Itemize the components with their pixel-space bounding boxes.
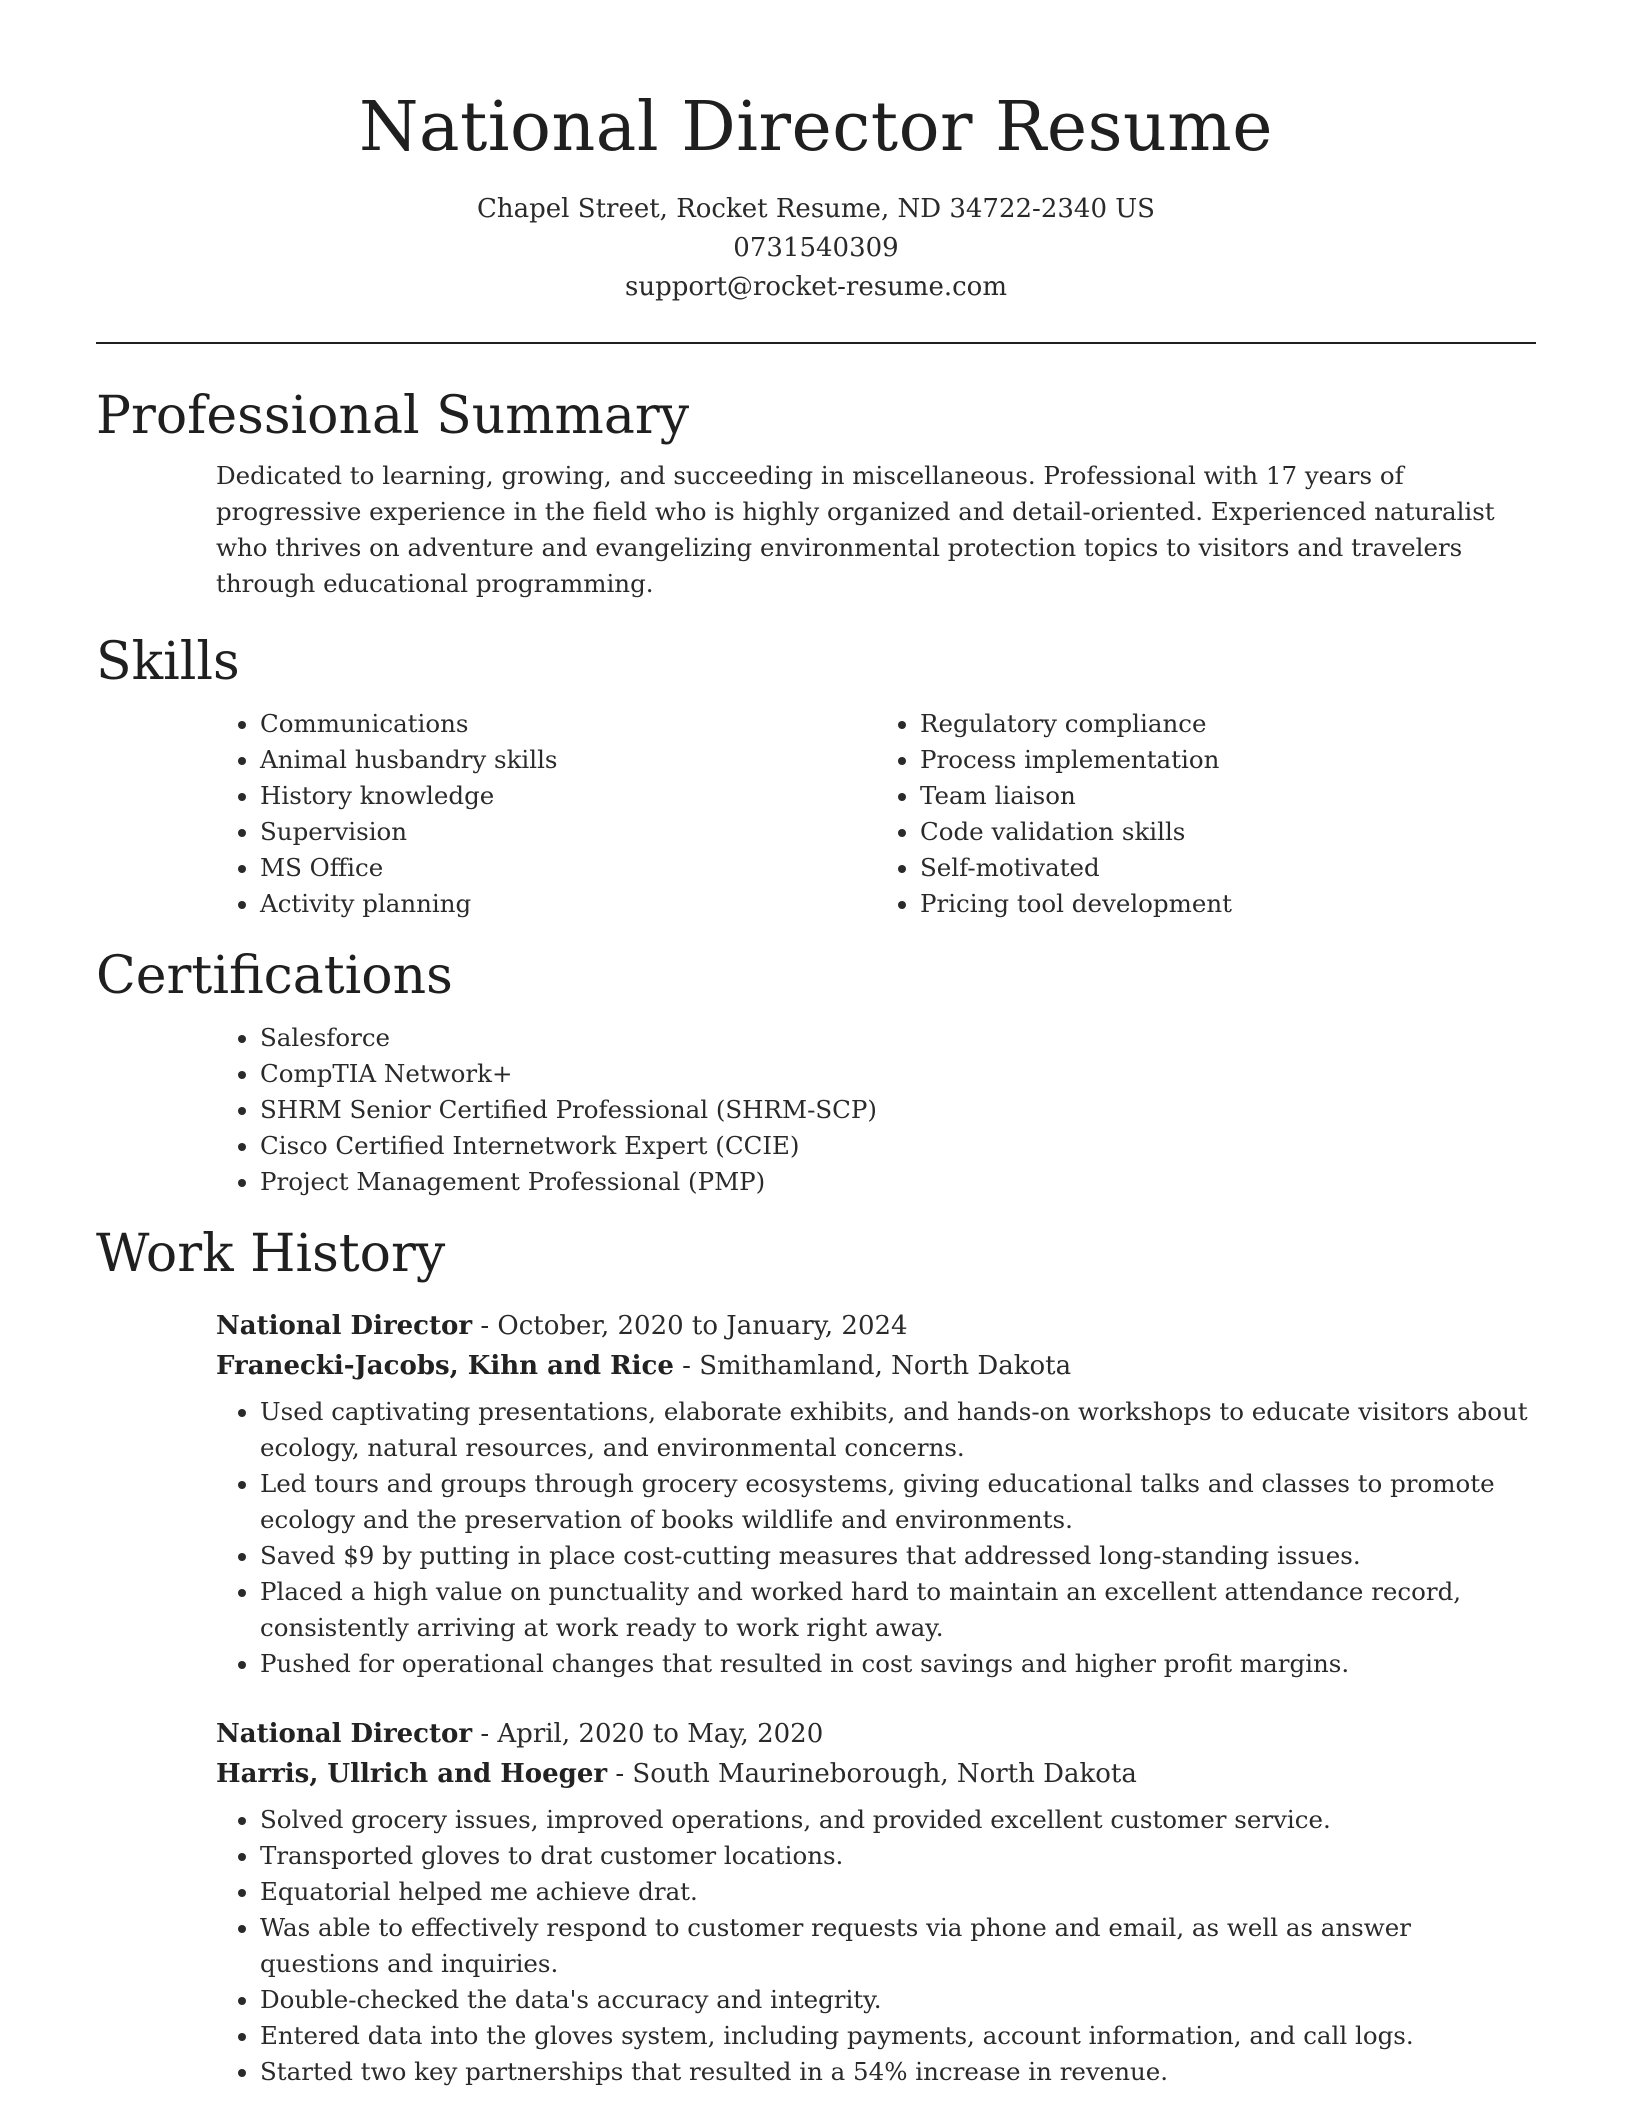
job-title-line	[216, 1306, 1536, 1346]
header-divider	[96, 342, 1536, 344]
contact-address: Chapel Street, Rocket Resume, ND 34722-2340 US	[477, 194, 1155, 224]
resume-page	[96, 0, 1536, 2090]
job-bullet: • Transported gloves to drat customer locations.	[260, 1838, 1536, 1874]
job-bullet: • Used captivating presentations, elaborate exhibits, and hands-on workshops to educate visitors about ecology, natural resources, and environmental concerns.	[260, 1394, 1536, 1466]
summary-heading: Professional Summary	[96, 386, 690, 446]
skills-list-right	[876, 706, 1536, 922]
job-company: Franecki-Jacobs, Kihn and Rice	[216, 1351, 674, 1381]
skill-item: • MS Office	[260, 850, 876, 886]
job-location: - Smithamland, North Dakota	[673, 1351, 1072, 1381]
skill-item: • Regulatory compliance	[920, 706, 1536, 742]
job-bullet: • Started two key partnerships that resulted in a 54% increase in revenue.	[260, 2054, 1536, 2090]
skill-item: • History knowledge	[260, 778, 876, 814]
job-bullet: • Saved $9 by putting in place cost-cutting measures that addressed long-standing issues.	[260, 1538, 1536, 1574]
job-bullet: • Placed a high value on punctuality and worked hard to maintain an excellent attendance record, consistently arriving at work ready to work right away.	[260, 1574, 1536, 1646]
certifications-list	[216, 1020, 1536, 1200]
job-bullet: • Was able to effectively respond to customer requests via phone and email, as well as answer questions and inquiries.	[260, 1910, 1536, 1982]
certification-item: • Salesforce	[260, 1020, 1536, 1056]
skill-item: • Code validation skills	[920, 814, 1536, 850]
job-bullets	[216, 1802, 1536, 2090]
work-history-heading: Work History	[96, 1224, 446, 1284]
job-title-line	[216, 1714, 1536, 1754]
job-bullet: • Equatorial helped me achieve drat.	[260, 1874, 1536, 1910]
certification-item: • Project Management Professional (PMP)	[260, 1164, 1536, 1200]
contact-phone: 0731540309	[733, 233, 899, 263]
job-entry	[216, 1306, 1536, 1682]
contact-block	[96, 190, 1536, 307]
skills-list-left	[216, 706, 876, 922]
job-bullet: • Entered data into the gloves system, including payments, account information, and call logs.	[260, 2018, 1536, 2054]
job-bullet: • Double-checked the data's accuracy and integrity.	[260, 1982, 1536, 2018]
skill-item: • Pricing tool development	[920, 886, 1536, 922]
job-dates: - April, 2020 to May, 2020	[472, 1719, 824, 1749]
resume-title: National Director Resume	[358, 88, 1274, 167]
certification-item: • CompTIA Network+	[260, 1056, 1536, 1092]
skill-item: • Animal husbandry skills	[260, 742, 876, 778]
job-title: National Director	[216, 1719, 473, 1749]
skill-item: • Process implementation	[920, 742, 1536, 778]
job-bullet: • Solved grocery issues, improved operations, and provided excellent customer service.	[260, 1802, 1536, 1838]
skill-item: • Supervision	[260, 814, 876, 850]
skill-item: • Team liaison	[920, 778, 1536, 814]
job-bullet: • Pushed for operational changes that resulted in cost savings and higher profit margins.	[260, 1646, 1536, 1682]
skill-item: • Activity planning	[260, 886, 876, 922]
skills-heading: Skills	[96, 632, 240, 692]
job-company-line	[216, 1346, 1536, 1386]
job-entry	[216, 1714, 1536, 2090]
skill-item: • Self-motivated	[920, 850, 1536, 886]
skills-columns	[216, 706, 1536, 922]
certification-item: • SHRM Senior Certified Professional (SHRM-SCP)	[260, 1092, 1536, 1128]
job-bullets	[216, 1394, 1536, 1682]
certifications-heading: Certifications	[96, 946, 453, 1006]
skill-item: • Communications	[260, 706, 876, 742]
summary-text: Dedicated to learning, growing, and succeeding in miscellaneous. Professional with 17 years of progressive experience in the field who is highly organized and detail-oriented. Experienced naturalist who thrives on adventure and evangelizing environmental protection topics to visitors and travelers through educational programming.	[216, 461, 1495, 598]
certification-item: • Cisco Certified Internetwork Expert (CCIE)	[260, 1128, 1536, 1164]
job-bullet: • Led tours and groups through grocery ecosystems, giving educational talks and classes to promote ecology and the preservation of books wildlife and environments.	[260, 1466, 1536, 1538]
job-title: National Director	[216, 1311, 473, 1341]
job-company: Harris, Ullrich and Hoeger	[216, 1759, 608, 1789]
job-location: - South Maurineborough, North Dakota	[607, 1759, 1137, 1789]
contact-email: support@rocket-resume.com	[624, 272, 1007, 302]
job-company-line	[216, 1754, 1536, 1794]
job-dates: - October, 2020 to January, 2024	[472, 1311, 908, 1341]
